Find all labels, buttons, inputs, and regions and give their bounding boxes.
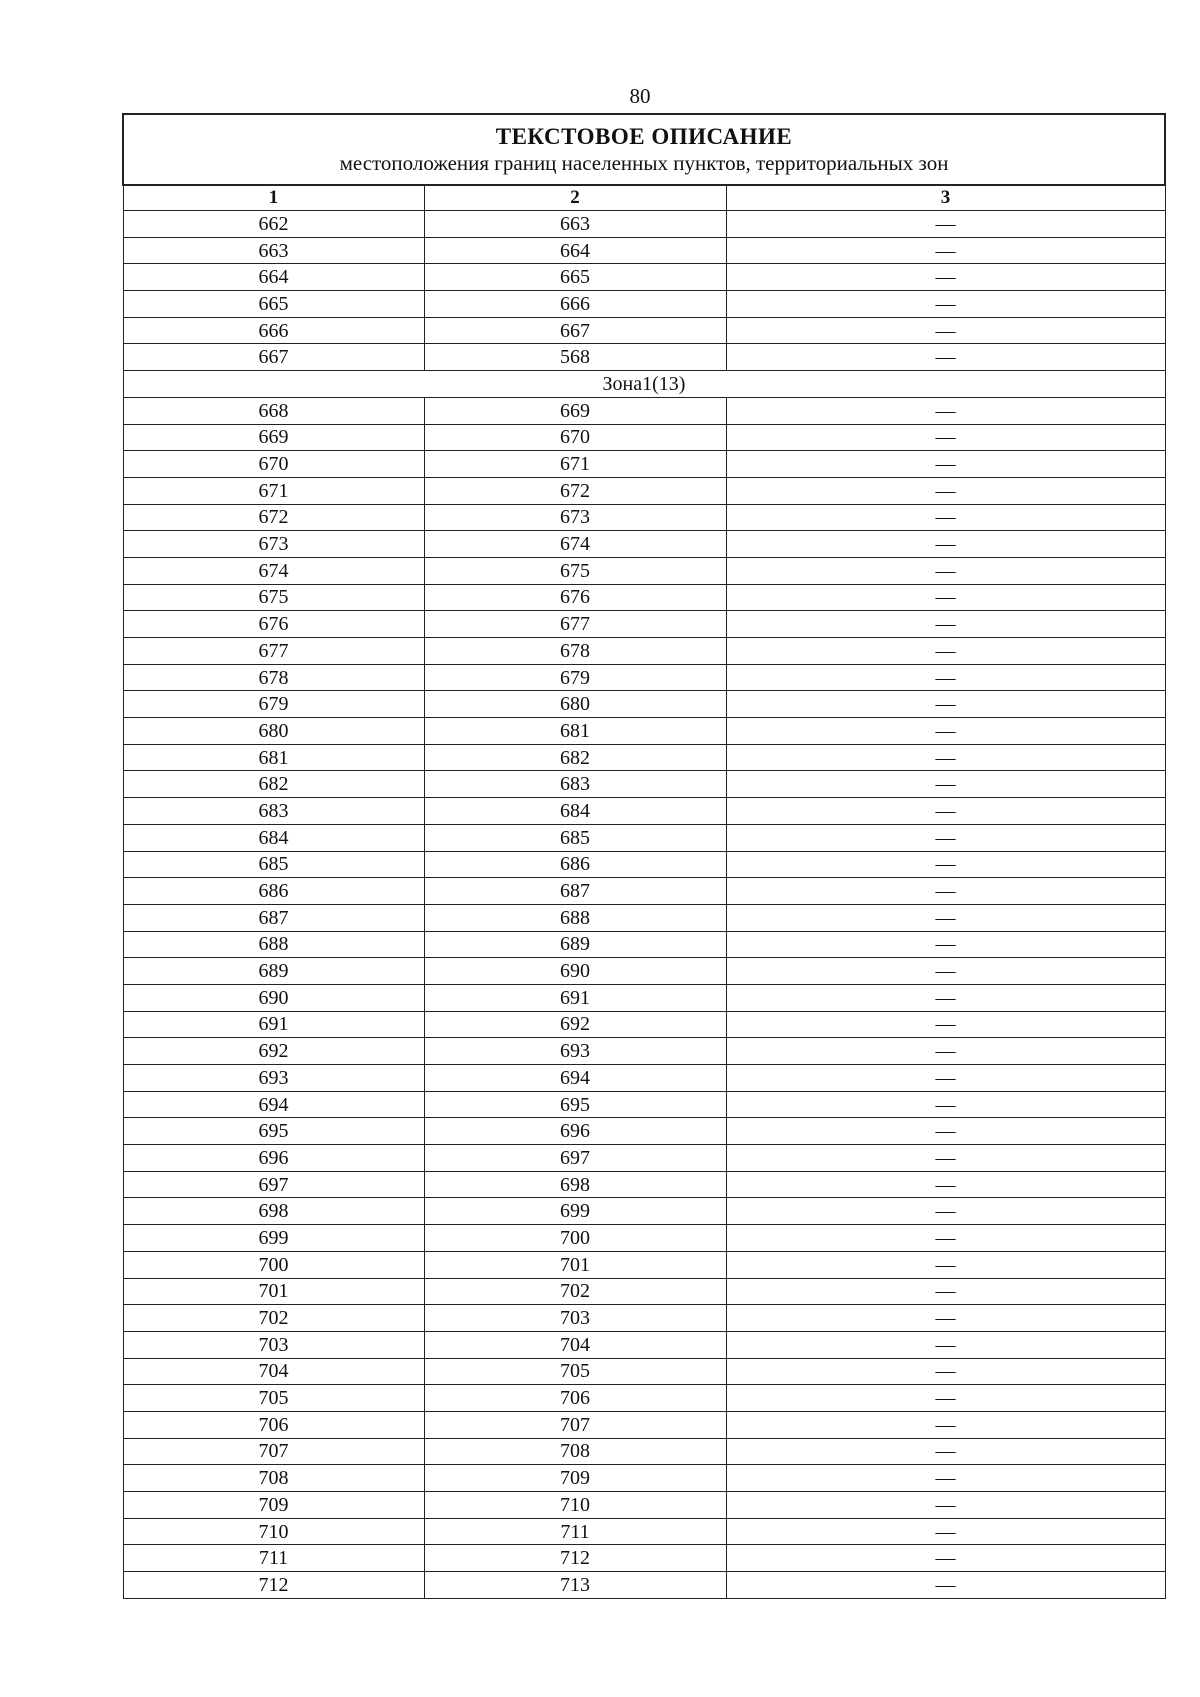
description-cell: —: [726, 1331, 1165, 1358]
to-point-cell: 690: [424, 958, 726, 985]
description-cell: —: [726, 1278, 1165, 1305]
from-point-cell: 680: [123, 718, 424, 745]
table-row: [123, 264, 1165, 291]
from-point-cell: 692: [123, 1038, 424, 1065]
to-point-cell: 700: [424, 1225, 726, 1252]
from-point-cell: 694: [123, 1091, 424, 1118]
to-point-cell: 702: [424, 1278, 726, 1305]
to-point-cell: 681: [424, 718, 726, 745]
from-point-cell: 708: [123, 1465, 424, 1492]
table-row: [123, 1385, 1165, 1412]
description-cell: —: [726, 1011, 1165, 1038]
table-row: [123, 611, 1165, 638]
to-point-cell: 685: [424, 824, 726, 851]
table-row: [123, 771, 1165, 798]
from-point-cell: 707: [123, 1438, 424, 1465]
page-number: 80: [629, 84, 651, 108]
description-cell: —: [726, 1251, 1165, 1278]
table-row: [123, 1118, 1165, 1145]
to-point-cell: 689: [424, 931, 726, 958]
description-cell: —: [726, 1572, 1165, 1599]
table-row: [123, 1305, 1165, 1332]
description-cell: —: [726, 1038, 1165, 1065]
description-cell: —: [726, 344, 1165, 371]
table-row: [123, 237, 1165, 264]
to-point-cell: 691: [424, 984, 726, 1011]
to-point-cell: 708: [424, 1438, 726, 1465]
table-row: [123, 1518, 1165, 1545]
column-header-row: [123, 185, 1165, 211]
column-header-3: 3: [726, 185, 1165, 211]
description-cell: —: [726, 904, 1165, 931]
from-point-cell: 701: [123, 1278, 424, 1305]
from-point-cell: 691: [123, 1011, 424, 1038]
to-point-cell: 692: [424, 1011, 726, 1038]
table-row: [123, 1278, 1165, 1305]
description-cell: —: [726, 1358, 1165, 1385]
from-point-cell: 710: [123, 1518, 424, 1545]
to-point-cell: 709: [424, 1465, 726, 1492]
table-row: [123, 1358, 1165, 1385]
description-cell: —: [726, 744, 1165, 771]
description-cell: —: [726, 1171, 1165, 1198]
table-row: [123, 664, 1165, 691]
table-row: [123, 824, 1165, 851]
from-point-cell: 685: [123, 851, 424, 878]
to-point-cell: 688: [424, 904, 726, 931]
description-cell: —: [726, 1198, 1165, 1225]
table-row: [123, 451, 1165, 478]
description-cell: —: [726, 798, 1165, 825]
to-point-cell: 707: [424, 1411, 726, 1438]
from-point-cell: 663: [123, 237, 424, 264]
from-point-cell: 666: [123, 317, 424, 344]
description-cell: —: [726, 397, 1165, 424]
to-point-cell: 666: [424, 291, 726, 318]
zone-row: [123, 371, 1165, 398]
from-point-cell: 679: [123, 691, 424, 718]
table-row: [123, 931, 1165, 958]
description-cell: —: [726, 958, 1165, 985]
description-cell: —: [726, 264, 1165, 291]
description-cell: —: [726, 1065, 1165, 1092]
to-point-cell: 665: [424, 264, 726, 291]
to-point-cell: 684: [424, 798, 726, 825]
to-point-cell: 675: [424, 557, 726, 584]
from-point-cell: 684: [123, 824, 424, 851]
from-point-cell: 667: [123, 344, 424, 371]
zone-label: Зона1(13): [123, 371, 1165, 398]
from-point-cell: 671: [123, 477, 424, 504]
from-point-cell: 686: [123, 878, 424, 905]
to-point-cell: 704: [424, 1331, 726, 1358]
from-point-cell: 662: [123, 211, 424, 238]
description-cell: —: [726, 1385, 1165, 1412]
description-cell: —: [726, 1465, 1165, 1492]
table-row: [123, 638, 1165, 665]
from-point-cell: 711: [123, 1545, 424, 1572]
description-cell: —: [726, 824, 1165, 851]
to-point-cell: 695: [424, 1091, 726, 1118]
from-point-cell: 703: [123, 1331, 424, 1358]
from-point-cell: 689: [123, 958, 424, 985]
description-cell: —: [726, 584, 1165, 611]
table-title-row: [123, 114, 1165, 185]
description-cell: —: [726, 771, 1165, 798]
from-point-cell: 677: [123, 638, 424, 665]
description-cell: —: [726, 424, 1165, 451]
description-cell: —: [726, 851, 1165, 878]
from-point-cell: 690: [123, 984, 424, 1011]
description-cell: —: [726, 477, 1165, 504]
table-row: [123, 1145, 1165, 1172]
description-cell: —: [726, 611, 1165, 638]
from-point-cell: 669: [123, 424, 424, 451]
description-cell: —: [726, 1118, 1165, 1145]
column-header-1: 1: [123, 185, 424, 211]
table-row: [123, 1492, 1165, 1519]
from-point-cell: 693: [123, 1065, 424, 1092]
table-row: [123, 744, 1165, 771]
table-row: [123, 904, 1165, 931]
description-cell: —: [726, 1545, 1165, 1572]
table-row: [123, 477, 1165, 504]
description-cell: —: [726, 237, 1165, 264]
table-row: [123, 1065, 1165, 1092]
from-point-cell: 668: [123, 397, 424, 424]
table-row: [123, 691, 1165, 718]
description-cell: —: [726, 931, 1165, 958]
description-cell: —: [726, 984, 1165, 1011]
to-point-cell: 664: [424, 237, 726, 264]
to-point-cell: 674: [424, 531, 726, 558]
to-point-cell: 676: [424, 584, 726, 611]
from-point-cell: 695: [123, 1118, 424, 1145]
from-point-cell: 697: [123, 1171, 424, 1198]
to-point-cell: 568: [424, 344, 726, 371]
to-point-cell: 693: [424, 1038, 726, 1065]
table-row: [123, 1011, 1165, 1038]
table-row: [123, 557, 1165, 584]
from-point-cell: 700: [123, 1251, 424, 1278]
from-point-cell: 698: [123, 1198, 424, 1225]
table-row: [123, 1091, 1165, 1118]
from-point-cell: 682: [123, 771, 424, 798]
to-point-cell: 697: [424, 1145, 726, 1172]
table-subtitle: местоположения границ населенных пунктов, территориальных зон: [339, 150, 949, 175]
from-point-cell: 681: [123, 744, 424, 771]
to-point-cell: 670: [424, 424, 726, 451]
table-row: [123, 1225, 1165, 1252]
description-cell: —: [726, 1492, 1165, 1519]
description-cell: —: [726, 718, 1165, 745]
table-row: [123, 1438, 1165, 1465]
table-row: [123, 344, 1165, 371]
to-point-cell: 701: [424, 1251, 726, 1278]
to-point-cell: 705: [424, 1358, 726, 1385]
table-row: [123, 1465, 1165, 1492]
from-point-cell: 683: [123, 798, 424, 825]
to-point-cell: 699: [424, 1198, 726, 1225]
from-point-cell: 670: [123, 451, 424, 478]
table-row: [123, 397, 1165, 424]
table-row: [123, 424, 1165, 451]
to-point-cell: 710: [424, 1492, 726, 1519]
table-row: [123, 718, 1165, 745]
table-row: [123, 211, 1165, 238]
from-point-cell: 705: [123, 1385, 424, 1412]
from-point-cell: 672: [123, 504, 424, 531]
from-point-cell: 688: [123, 931, 424, 958]
table-row: [123, 317, 1165, 344]
boundary-description-table: [122, 113, 1166, 1599]
table-row: [123, 1411, 1165, 1438]
table-row: [123, 1198, 1165, 1225]
table-row: [123, 1331, 1165, 1358]
table-title-cell: [123, 114, 1165, 185]
table-row: [123, 851, 1165, 878]
description-cell: —: [726, 531, 1165, 558]
to-point-cell: 712: [424, 1545, 726, 1572]
to-point-cell: 687: [424, 878, 726, 905]
to-point-cell: 677: [424, 611, 726, 638]
from-point-cell: 674: [123, 557, 424, 584]
to-point-cell: 694: [424, 1065, 726, 1092]
table-row: [123, 291, 1165, 318]
description-cell: —: [726, 291, 1165, 318]
table-row: [123, 798, 1165, 825]
to-point-cell: 671: [424, 451, 726, 478]
from-point-cell: 687: [123, 904, 424, 931]
table-title: ТЕКСТОВОЕ ОПИСАНИЕ: [495, 123, 793, 149]
to-point-cell: 698: [424, 1171, 726, 1198]
to-point-cell: 680: [424, 691, 726, 718]
to-point-cell: 669: [424, 397, 726, 424]
description-cell: —: [726, 878, 1165, 905]
from-point-cell: 699: [123, 1225, 424, 1252]
to-point-cell: 663: [424, 211, 726, 238]
to-point-cell: 696: [424, 1118, 726, 1145]
table-row: [123, 1251, 1165, 1278]
table-row: [123, 1545, 1165, 1572]
table-row: [123, 584, 1165, 611]
description-cell: —: [726, 557, 1165, 584]
description-cell: —: [726, 638, 1165, 665]
description-cell: —: [726, 504, 1165, 531]
table-body: [123, 114, 1165, 1598]
description-cell: —: [726, 1518, 1165, 1545]
to-point-cell: 713: [424, 1572, 726, 1599]
to-point-cell: 703: [424, 1305, 726, 1332]
from-point-cell: 673: [123, 531, 424, 558]
to-point-cell: 679: [424, 664, 726, 691]
to-point-cell: 672: [424, 477, 726, 504]
from-point-cell: 664: [123, 264, 424, 291]
table-row: [123, 984, 1165, 1011]
description-cell: —: [726, 1225, 1165, 1252]
to-point-cell: 678: [424, 638, 726, 665]
from-point-cell: 709: [123, 1492, 424, 1519]
column-header-2: 2: [424, 185, 726, 211]
table-row: [123, 958, 1165, 985]
from-point-cell: 704: [123, 1358, 424, 1385]
description-cell: —: [726, 211, 1165, 238]
description-cell: —: [726, 451, 1165, 478]
to-point-cell: 673: [424, 504, 726, 531]
description-cell: —: [726, 1145, 1165, 1172]
to-point-cell: 682: [424, 744, 726, 771]
description-cell: —: [726, 1091, 1165, 1118]
from-point-cell: 675: [123, 584, 424, 611]
from-point-cell: 678: [123, 664, 424, 691]
from-point-cell: 702: [123, 1305, 424, 1332]
from-point-cell: 712: [123, 1572, 424, 1599]
table-row: [123, 1171, 1165, 1198]
description-cell: —: [726, 664, 1165, 691]
to-point-cell: 683: [424, 771, 726, 798]
description-cell: —: [726, 317, 1165, 344]
description-cell: —: [726, 691, 1165, 718]
from-point-cell: 676: [123, 611, 424, 638]
from-point-cell: 665: [123, 291, 424, 318]
table-row: [123, 1038, 1165, 1065]
to-point-cell: 686: [424, 851, 726, 878]
to-point-cell: 667: [424, 317, 726, 344]
description-cell: —: [726, 1411, 1165, 1438]
table-row: [123, 1572, 1165, 1599]
from-point-cell: 696: [123, 1145, 424, 1172]
table-row: [123, 531, 1165, 558]
table-row: [123, 878, 1165, 905]
to-point-cell: 711: [424, 1518, 726, 1545]
table-row: [123, 504, 1165, 531]
from-point-cell: 706: [123, 1411, 424, 1438]
description-cell: —: [726, 1438, 1165, 1465]
to-point-cell: 706: [424, 1385, 726, 1412]
description-cell: —: [726, 1305, 1165, 1332]
